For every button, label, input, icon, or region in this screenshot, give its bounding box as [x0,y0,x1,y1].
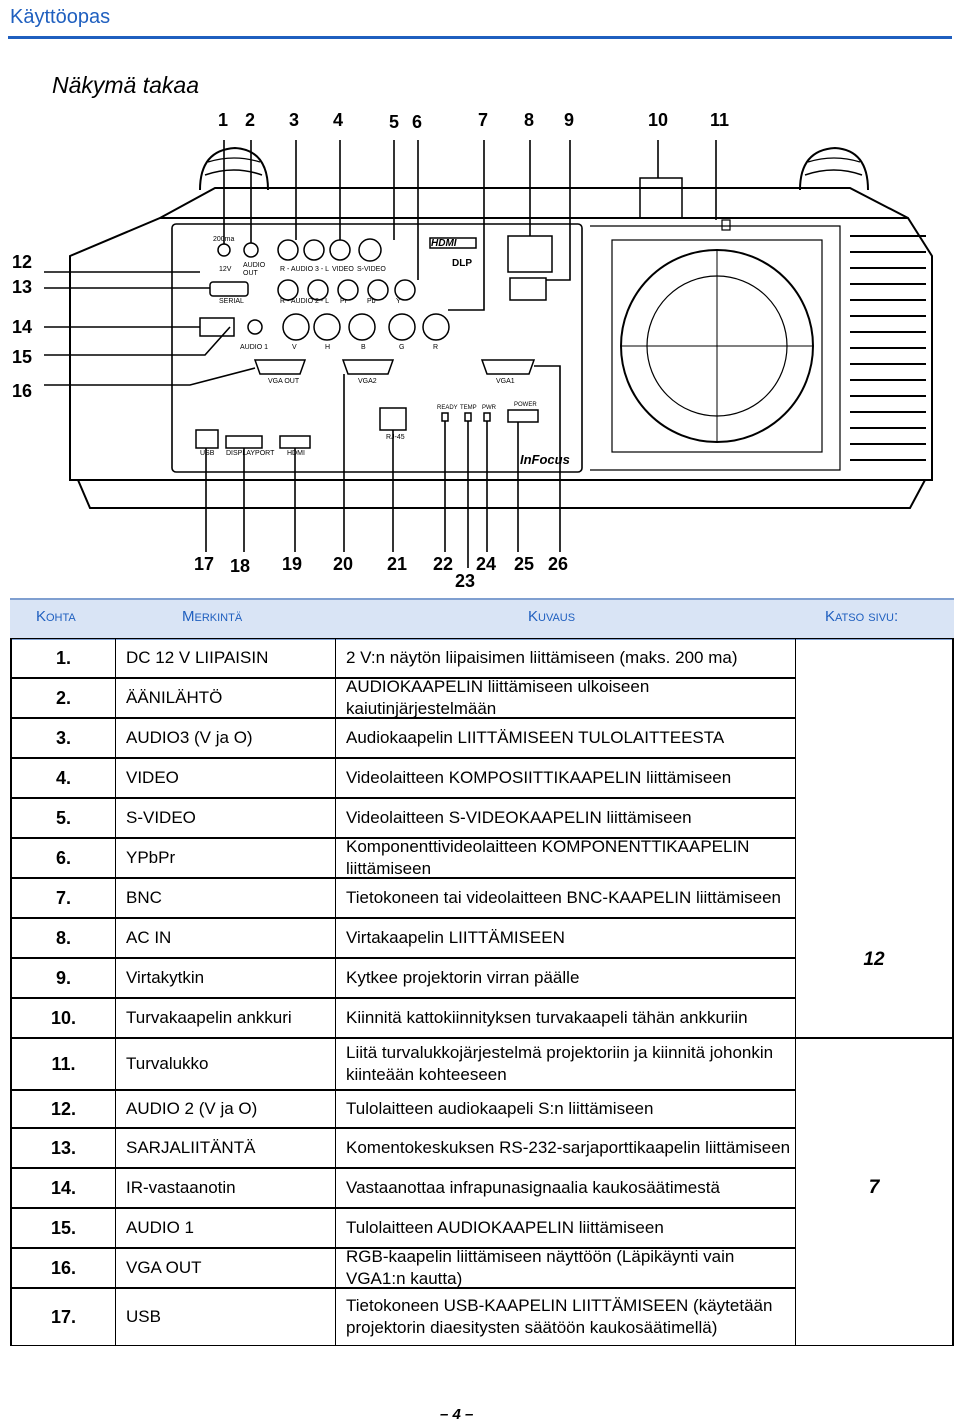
row-label: VGA OUT [116,1248,336,1288]
row-number: 11. [10,1038,116,1090]
callout-13: 13 [12,277,33,297]
row-label: AUDIO 1 [116,1208,336,1248]
callout-19: 19 [282,554,303,574]
label-200ma: 200ma [213,236,235,243]
callout-15: 15 [12,347,33,367]
row-number: 3. [10,718,116,758]
label-pr: Pr [340,298,347,305]
row-label: Turvalukko [116,1038,336,1090]
row-label: DC 12 V LIIPAISIN [116,638,336,678]
row-description: Kytkee projektorin virran päälle [336,958,796,998]
row-number: 4. [10,758,116,798]
callout-23: 23 [455,571,476,591]
label-vga-out: VGA OUT [268,378,300,385]
callout-26: 26 [548,554,569,574]
label-hdmi: HDMI [287,450,305,457]
row-number: 8. [10,918,116,958]
label-vga1: VGA1 [496,378,515,385]
label-usb: USB [200,450,215,457]
row-number: 9. [10,958,116,998]
label-g: G [399,344,405,351]
row-label: ÄÄNILÄHTÖ [116,678,336,718]
row-description: Kiinnitä kattokiinnityksen turvakaapeli tähän ankkuriin [336,998,796,1038]
label-vga2: VGA2 [358,378,377,385]
connector-table [10,598,954,1337]
header-merkinta: Merkintä [182,608,243,625]
row-description: Komentokeskuksen RS-232-sarjaporttikaapelin liittämiseen [336,1128,796,1168]
label-temp: TEMP [460,405,477,411]
label-audio3: R - AUDIO 3 - L [280,266,330,273]
row-number: 12. [10,1090,116,1128]
label-rj45: RJ-45 [386,434,405,441]
callout-17: 17 [194,554,215,574]
callout-22: 22 [433,554,454,574]
row-number: 7. [10,878,116,918]
row-description: AUDIOKAAPELIN liittämiseen ulkoiseen kaiutinjärjestelmään [336,678,796,718]
row-description: Videolaitteen KOMPOSIITTIKAAPELIN liittämiseen [336,758,796,798]
row-description: RGB-kaapelin liittämiseen näyttöön (Läpikäynti vain VGA1:n kautta) [336,1248,796,1288]
row-number: 14. [10,1168,116,1208]
row-number: 10. [10,998,116,1038]
row-description: Tietokoneen tai videolaitteen BNC-KAAPELIN liittämiseen [336,878,796,918]
label-b: B [361,344,366,351]
row-number: 6. [10,838,116,878]
label-video: VIDEO [332,266,354,273]
header-kohta: Kohta [36,608,76,625]
label-h: H [325,344,331,351]
row-number: 5. [10,798,116,838]
dlp-logo: DLP [452,258,472,269]
callout-18: 18 [230,556,251,576]
row-description: Tulolaitteen audiokaapeli S:n liittämiseen [336,1090,796,1128]
row-label: YPbPr [116,838,336,878]
row-description: Tietokoneen USB-KAAPELIN LIITTÄMISEEN (käytetään projektorin diaesitysten säätöön kaukosäätimellä) [336,1288,796,1346]
brand-logo: InFocus [520,452,570,467]
callout-6: 6 [412,112,423,132]
row-description: Tulolaitteen AUDIOKAAPELIN liittämiseen [336,1208,796,1248]
label-pb: Pb [367,298,376,305]
callout-9: 9 [564,110,575,130]
callout-12: 12 [12,252,33,272]
label-r: R [433,344,439,351]
label-audio-out: AUDIO OUT [243,262,266,277]
row-label: S-VIDEO [116,798,336,838]
callout-5: 5 [389,112,400,132]
callout-21: 21 [387,554,408,574]
see-page-cell-a: 12 [796,638,954,1038]
callout-24: 24 [476,554,497,574]
see-page-cell-b: 7 [796,1038,954,1346]
header-katso-sivu: Katso sivu: [825,608,899,625]
label-12v: 12V [219,266,232,273]
callout-1: 1 [218,110,229,130]
section-title: Näkymä takaa [52,72,200,98]
callout-16: 16 [12,381,33,401]
callout-3: 3 [289,110,300,130]
label-displayport: DISPLAYPORT [226,450,275,457]
callout-11: 11 [710,110,730,130]
row-label: AUDIO3 (V ja O) [116,718,336,758]
callout-4: 4 [333,110,344,130]
row-label: IR-vastaanotin [116,1168,336,1208]
header-kuvaus: Kuvaus [528,608,576,625]
row-number: 16. [10,1248,116,1288]
row-label: Turvakaapelin ankkuri [116,998,336,1038]
callout-8: 8 [524,110,535,130]
row-number: 1. [10,638,116,678]
callout-2: 2 [245,110,256,130]
row-label: Virtakytkin [116,958,336,998]
row-number: 17. [10,1288,116,1346]
page-header-title: Käyttöopas [10,6,111,28]
hdmi-logo: HDMI [431,238,457,249]
label-ready: READY [437,405,458,411]
row-description: Komponenttivideolaitteen KOMPONENTTIKAAPELIN liittämiseen [336,838,796,878]
callout-7: 7 [478,110,489,130]
page-number: – 4 – [440,1406,474,1423]
label-pwr: PWR [482,405,496,411]
callout-20: 20 [333,554,354,574]
row-label: VIDEO [116,758,336,798]
row-label: BNC [116,878,336,918]
row-number: 15. [10,1208,116,1248]
row-label: AC IN [116,918,336,958]
row-number: 13. [10,1128,116,1168]
label-serial: SERIAL [219,298,244,305]
row-number: 2. [10,678,116,718]
callout-10: 10 [648,110,669,130]
callout-14: 14 [12,317,33,337]
row-description: Videolaitteen S-VIDEOKAAPELIN liittämiseen [336,798,796,838]
row-description: 2 V:n näytön liipaisimen liittämiseen (maks. 200 ma) [336,638,796,678]
row-description: Virtakaapelin LIITTÄMISEEN [336,918,796,958]
row-description: Vastaanottaa infrapunasignaalia kaukosäätimestä [336,1168,796,1208]
row-label: AUDIO 2 (V ja O) [116,1090,336,1128]
label-svideo: S-VIDEO [357,266,386,273]
row-label: SARJALIITÄNTÄ [116,1128,336,1168]
callout-25: 25 [514,554,535,574]
row-description: Liitä turvalukkojärjestelmä projektoriin ja kiinnitä johonkin kiinteään kohteeseen [336,1038,796,1090]
row-description: Audiokaapelin LIITTÄMISEEN TULOLAITTEESTA [336,718,796,758]
label-y: Y [396,298,401,305]
label-audio2: R - AUDIO 2 - L [280,298,330,305]
label-audio1: AUDIO 1 [240,344,269,351]
label-power: POWER [514,402,537,408]
table-header [10,598,954,640]
label-v: V [292,344,297,351]
row-label: USB [116,1288,336,1346]
